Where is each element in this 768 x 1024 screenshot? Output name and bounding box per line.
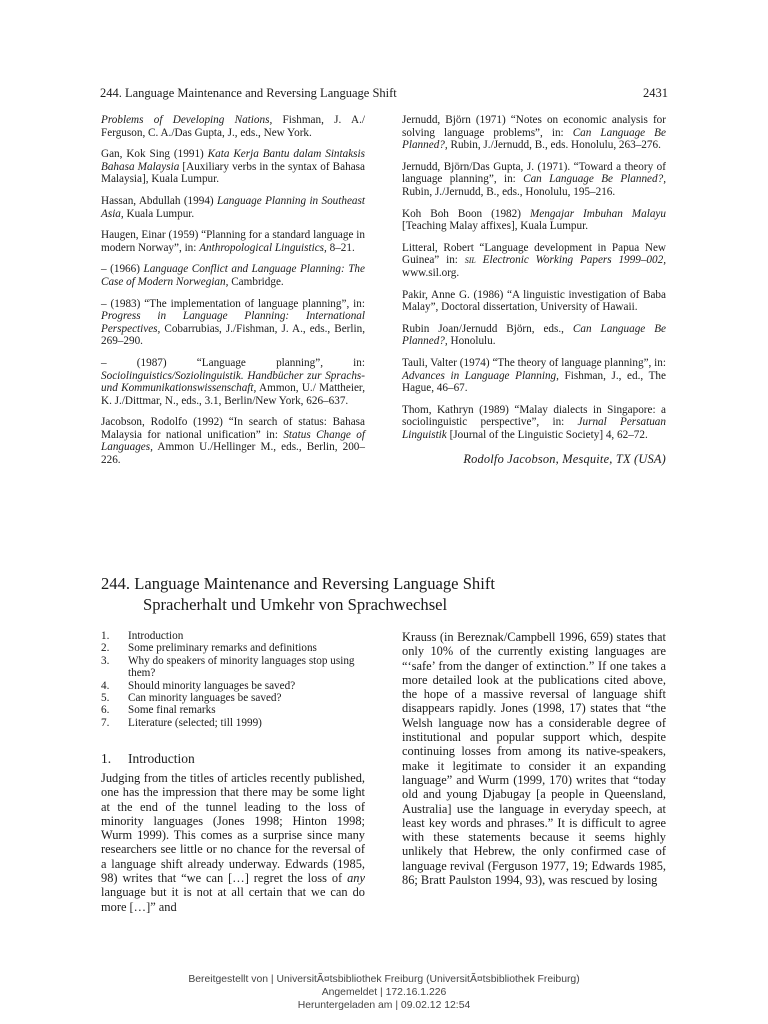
body-paragraph-right: Krauss (in Bereznak/Campbell 1996, 659) states that only 10% of the currently existing languages are “‘safe’ from the danger of extinction.” If one takes a more detailed look at the publications cited above, the hope of a massive reversal of language shift disappears rapidly. Jones (1998, 17) states that “the Welsh language now has a considerable degree of institutional and popular support which, despite continuing losses from among its native-speakers, make it legitimate to consider it an expanding language” and Wurm (1999, 170) writes that “today old and young Djabugay [a people in Queensland, Australia] use the language in everyday speech, at least key words and phrases.” It is difficult to agree with these statements because it seems highly unlikely that Hebrew, the only confirmed case of language revival (Ferguson 1977, 19; Edwards 1985, 86; Bratt Paulston 1994, 93), was rescued by losing: [402, 630, 666, 888]
toc-item-label: Why do speakers of minority languages stop using them?: [128, 654, 355, 680]
toc-item: [101, 642, 365, 654]
toc-item-number: 6.: [101, 704, 110, 717]
article-title: 244. Language Maintenance and Reversing Language Shift: [101, 574, 495, 593]
article-heading: [101, 573, 671, 615]
reference-entry: Hassan, Abdullah (1994) Language Planning in Southeast Asia, Kuala Lumpur.: [101, 194, 365, 220]
toc-item: [101, 655, 365, 680]
toc-item: [101, 717, 365, 729]
running-head-title: 244. Language Maintenance and Reversing Language Shift: [100, 86, 397, 100]
reference-entry: Rubin Joan/Jernudd Björn, eds., Can Language Be Planned?, Honolulu.: [402, 322, 666, 348]
toc-item-number: 4.: [101, 679, 110, 692]
toc-item-number: 1.: [101, 630, 110, 642]
reference-entry: Thom, Kathryn (1989) “Malay dialects in Singapore: a sociolinguistic perspective”, in: Jurnal Persatuan Linguistik [Journal of the Linguistic Society] 4, 62–72.: [402, 403, 666, 441]
toc-item-number: 7.: [101, 716, 110, 729]
toc-item: [101, 704, 365, 716]
reference-entry: Gan, Kok Sing (1991) Kata Kerja Bantu dalam Sintaksis Bahasa Malaysia [Auxiliary verbs in the syntax of Bahasa Malaysia], Kuala Lumpur.: [101, 148, 366, 186]
table-of-contents: [101, 630, 365, 729]
toc-item-label: Can minority languages be saved?: [128, 692, 282, 705]
toc-item-label: Some preliminary remarks and definitions: [128, 642, 317, 655]
reference-entry: Koh Boh Boon (1982) Mengajar Imbuhan Malayu [Teaching Malay affixes], Kuala Lumpur.: [402, 207, 666, 233]
reference-entry: – (1966) Language Conflict and Language Planning: The Case of Modern Norwegian, Cambridge.: [101, 263, 365, 288]
author-signature: Rodolfo Jacobson, Mesquite, TX (USA): [463, 452, 666, 467]
toc-item-label: Literature (selected; till 1999): [128, 716, 262, 729]
section-heading: [101, 751, 195, 767]
reference-entry: Pakir, Anne G. (1986) “A linguistic investigation of Baba Malay”, Doctoral dissertation, University of Hawaii.: [402, 288, 666, 314]
body-paragraph-left: Judging from the titles of articles recently published, one has the impression that there may be some light at the end of the tunnel leading to the loss of minority languages (Jones 1998; Hinton 1998; Wurm 1999). This comes as a surprise since many researchers see little or no chance for the reversal of a language shift already underway. Edwards (1985, 98) writes that “we can […] regret the loss of any language but it is not at all certain that we can do more […]” and: [101, 771, 365, 914]
reference-entry: Jernudd, Björn (1971) “Notes on economic analysis for solving language problems”, in: Can Language Be Planned?, Rubin, J./Jernudd, B., eds. Honolulu, 263–276.: [402, 114, 666, 152]
toc-item: [101, 630, 365, 642]
article-subtitle: Spracherhalt und Umkehr von Sprachwechsel: [143, 595, 448, 614]
download-footer: [0, 973, 768, 1012]
reference-entry: Problems of Developing Nations, Fishman, J. A./ Ferguson, C. A./Das Gupta, J., eds., New York.: [101, 114, 365, 139]
footer-line: Bereitgestellt von | UniversitÃ¤tsbibliothek Freiburg (UniversitÃ¤tsbibliothek Freiburg): [188, 974, 580, 985]
toc-item-label: Introduction: [128, 630, 184, 642]
toc-item: [101, 692, 365, 704]
references-left-column: [101, 114, 365, 476]
running-head: [100, 86, 668, 101]
reference-entry: Tauli, Valter (1974) “The theory of language planning”, in: Advances in Language Planning, Fishman, J., ed., The Hague, 46–67.: [402, 356, 666, 395]
toc-item-number: 5.: [101, 692, 110, 705]
section-number: 1.: [101, 751, 112, 766]
reference-entry: Litteral, Robert “Language development in Papua New Guinea” in: sil Electronic Working Papers 1999–002, www.sil.org.: [402, 241, 666, 279]
reference-entry: Jacobson, Rodolfo (1992) “In search of status: Bahasa Malaysia for national unification” in: Status Change of Languages, Ammon U./Hellinger M., eds., Berlin, 200–226.: [101, 416, 365, 467]
section-title: Introduction: [128, 751, 195, 766]
reference-entry: – (1987) “Language planning”, in: Sociolinguistics/Soziolinguistik. Handbücher zur Sprachs- und Kommunikationswissenschaft, Ammon, U./ Mattheier, K. J./Dittmar, N., eds., 3.1, Berlin/New York, 626–637.: [101, 356, 366, 407]
toc-item: [101, 680, 365, 692]
footer-line: Heruntergeladen am | 09.02.12 12:54: [297, 1000, 471, 1011]
toc-item-label: Some final remarks: [128, 704, 216, 717]
reference-entry: – (1983) “The implementation of language planning”, in: Progress in Language Planning: International Perspectives, Cobarrubias, J./Fishman, J. A., eds., Berlin, 269–290.: [101, 297, 365, 348]
toc-item-label: Should minority languages be saved?: [128, 679, 296, 692]
reference-entry: Jernudd, Björn/Das Gupta, J. (1971). “Toward a theory of language planning”, in: Can Language Be Planned?, Rubin, J./Jernudd, B., eds., Honolulu, 195–216.: [402, 160, 667, 198]
references-right-column: [402, 114, 666, 466]
reference-entry: Haugen, Einar (1959) “Planning for a standard language in modern Norway”, in: Anthropological Linguistics, 8–21.: [101, 229, 365, 254]
footer-line: Angemeldet | 172.16.1.226: [321, 987, 447, 998]
toc-item-number: 2.: [101, 642, 110, 655]
page-number: 2431: [643, 86, 668, 100]
toc-item-number: 3.: [101, 654, 110, 667]
